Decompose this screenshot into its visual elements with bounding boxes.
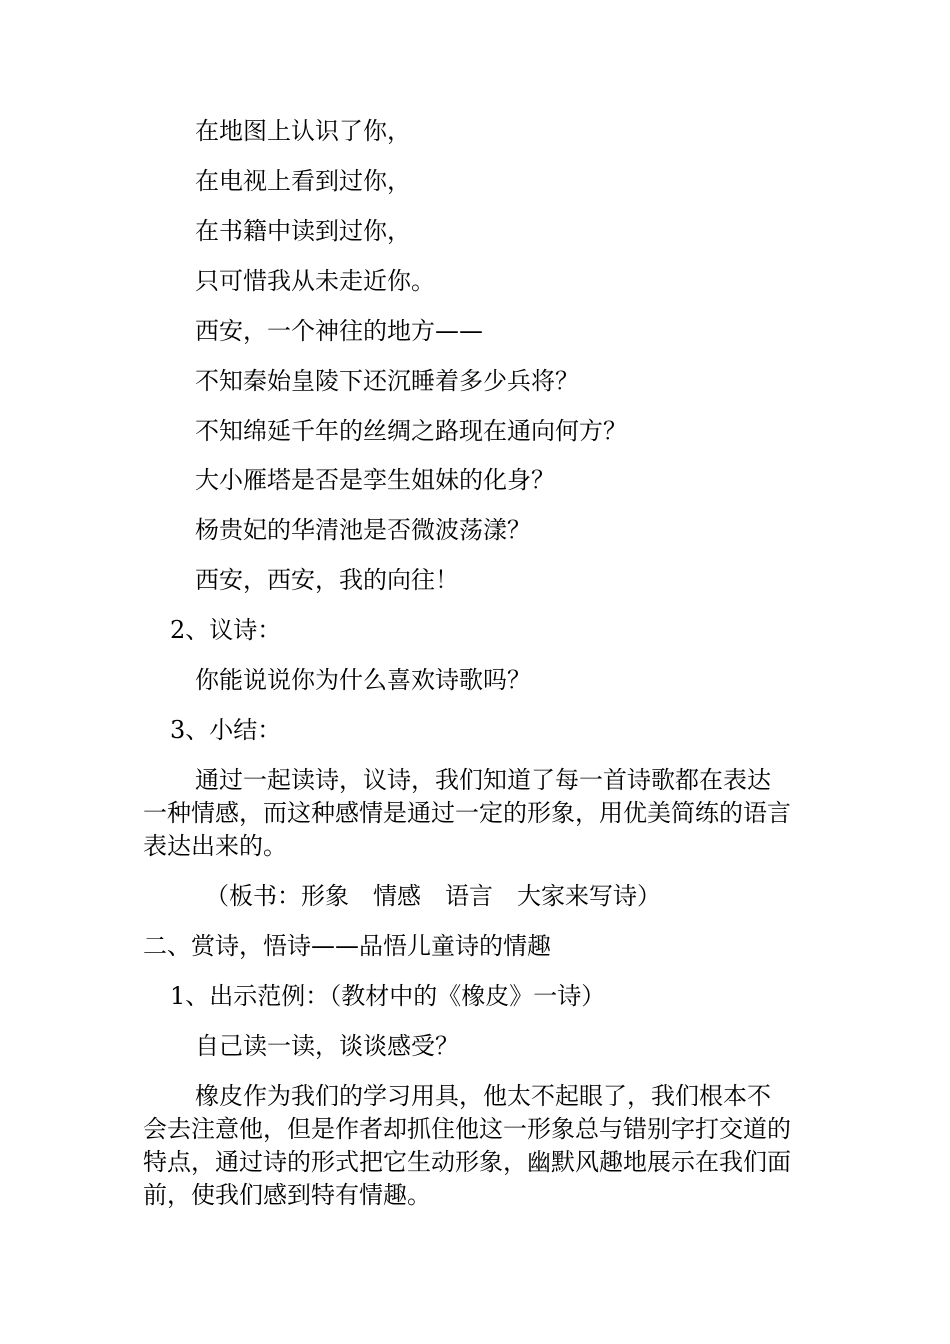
poem-line: 西安，一个神往的地方—— [195,317,483,345]
poem-line: 在电视上看到过你， [195,167,411,195]
section-number: 1 [170,982,186,1010]
poem-line: 不知绵延千年的丝绸之路现在通向何方？ [195,417,627,445]
part-two-heading: 二、赏诗，悟诗——品悟儿童诗的情趣 [143,932,551,960]
section-label: 、议诗： [185,616,282,644]
section-number: 2 [170,616,186,644]
section-label: 、出示范例：（教材中的《橡皮》一诗） [185,982,606,1010]
section-heading-discuss [170,614,281,646]
eraser-paragraph: 橡皮作为我们的学习用具，他太不起眼了，我们根本不会去注意他，但是作者却抓住他这一形象总与错别字打交道的特点，通过诗的形式把它生动形象，幽默风趣地展示在我们面前，使我们感到特有情趣。 [143,1082,791,1209]
poem-line: 在书籍中读到过你， [195,217,411,245]
summary-paragraph: 通过一起读诗，议诗，我们知道了每一首诗歌都在表达一种情感，而这种感情是通过一定的形象，用优美简练的语言表达出来的。 [143,766,791,860]
poem-line: 大小雁塔是否是孪生姐妹的化身？ [195,466,555,494]
poem-line: 杨贵妃的华清池是否微波荡漾？ [195,516,531,544]
discussion-question: 你能说说你为什么喜欢诗歌吗？ [195,666,531,694]
poem-line: 不知秦始皇陵下还沉睡着多少兵将？ [195,367,579,395]
poem-line: 在地图上认识了你， [195,117,411,145]
section-heading-example [170,980,605,1012]
section-number: 3 [170,716,186,744]
reading-prompt: 自己读一读，谈谈感受？ [195,1032,459,1060]
section-heading-summary [170,714,281,746]
poem-line: 只可惜我从未走近你。 [195,267,435,295]
blackboard-note: （板书：形象 情感 语言 大家来写诗） [205,882,661,910]
poem-line: 西安，西安，我的向往！ [195,566,459,594]
section-label: 、小结： [185,716,282,744]
